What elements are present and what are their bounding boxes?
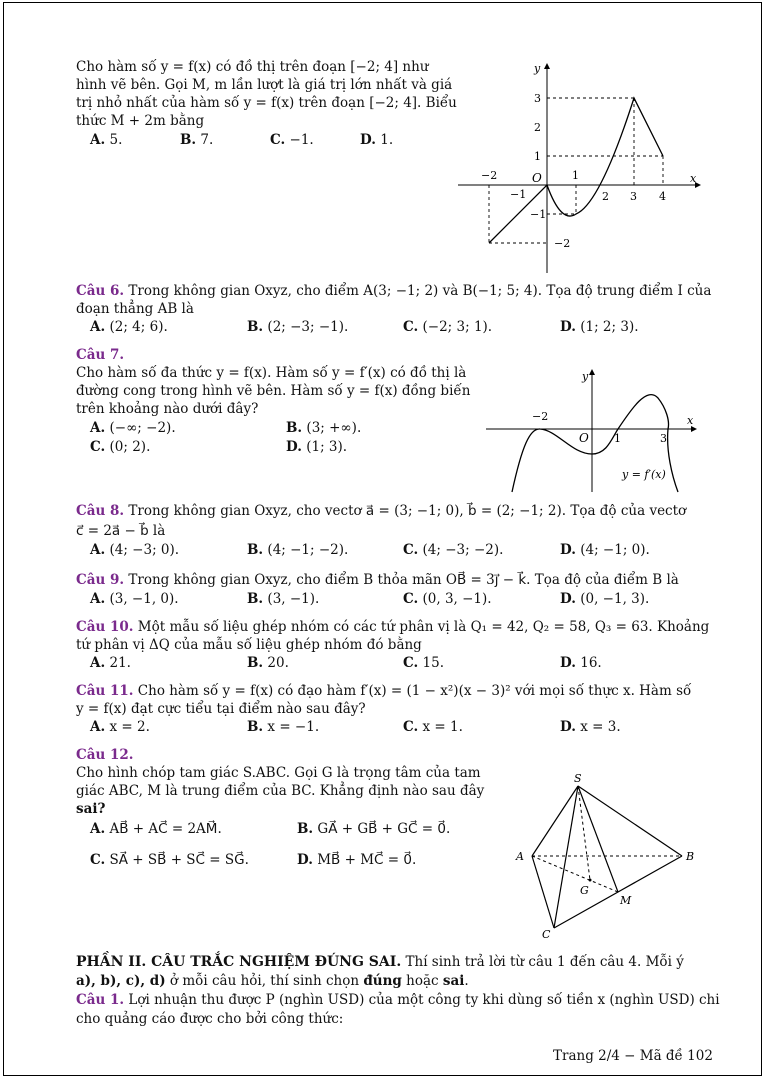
q10-option-b[interactable]: B. 20. bbox=[247, 655, 289, 671]
svg-text:x: x bbox=[687, 414, 694, 427]
q6-option-b[interactable]: B. (2; −3; −1). bbox=[247, 319, 349, 335]
svg-text:3: 3 bbox=[630, 190, 637, 203]
q10-text-2: tứ phân vị ΔQ của mẫu số liệu ghép nhóm đó bằng bbox=[76, 637, 422, 653]
svg-text:1: 1 bbox=[534, 150, 541, 163]
q10-text-1: Một mẫu số liệu ghép nhóm có các tứ phân vị là Q₁ = 42, Q₂ = 58, Q₃ = 63. Khoảng bbox=[133, 619, 710, 635]
svg-text:2: 2 bbox=[602, 190, 609, 203]
q5-line-3: trị nhỏ nhất của hàm số y = f(x) trên đoạn [−2; 4]. Biểu bbox=[76, 95, 457, 111]
q5-option-b[interactable]: B. 7. bbox=[180, 132, 214, 148]
svg-text:3: 3 bbox=[534, 92, 541, 105]
q8-text-1: Trong không gian Oxyz, cho vectơ a⃗ = (3; −1; 0), b⃗ = (2; −1; 2). Tọa độ của vectơ bbox=[124, 503, 687, 519]
q12-pyramid-figure bbox=[510, 768, 706, 942]
svg-text:O: O bbox=[532, 171, 542, 185]
svg-text:−2: −2 bbox=[554, 237, 571, 250]
q10-option-c[interactable]: C. 15. bbox=[403, 655, 444, 671]
q7-line-1: Cho hàm số đa thức y = f(x). Hàm số y = f′(x) có đồ thị là bbox=[76, 365, 467, 381]
q8-option-b[interactable]: B. (4; −1; −2). bbox=[247, 542, 349, 558]
q11-option-c[interactable]: C. x = 1. bbox=[403, 719, 463, 735]
q8-option-a[interactable]: A. (4; −3; 0). bbox=[90, 542, 180, 558]
q7-curve-label: y = f′(x) bbox=[622, 468, 666, 481]
q12-option-c[interactable]: C. SA⃗ + SB⃗ + SC⃗ = SG⃗. bbox=[90, 852, 249, 868]
q11-option-d[interactable]: D. x = 3. bbox=[560, 719, 621, 735]
q5-line-1: Cho hàm số y = f(x) có đồ thị trên đoạn [−2; 4] như bbox=[76, 59, 429, 75]
q6-option-c[interactable]: C. (−2; 3; 1). bbox=[403, 319, 493, 335]
svg-text:4: 4 bbox=[659, 190, 666, 203]
q11-text-2: y = f(x) đạt cực tiểu tại điểm nào sau đây? bbox=[76, 701, 366, 717]
q7-option-b[interactable]: B. (3; +∞). bbox=[286, 420, 362, 436]
q12-line-1: Cho hình chóp tam giác S.ABC. Gọi G là trọng tâm của tam bbox=[76, 765, 481, 781]
svg-text:y: y bbox=[534, 62, 541, 75]
svg-text:A: A bbox=[516, 850, 524, 863]
svg-text:M: M bbox=[620, 894, 632, 907]
q7-label: Câu 7. bbox=[76, 347, 125, 363]
q6-label: Câu 6. bbox=[76, 283, 125, 299]
q11-label: Câu 11. bbox=[76, 683, 134, 699]
svg-text:B: B bbox=[686, 850, 695, 863]
q6-text-2: đoạn thẳng AB là bbox=[76, 301, 194, 317]
part-2-line-2: a), b), c), d) ở mỗi câu hỏi, thí sinh chọn đúng hoặc sai. bbox=[76, 973, 469, 989]
svg-text:S: S bbox=[574, 772, 582, 785]
page-footer: Trang 2/4 − Mã đề 102 bbox=[553, 1048, 713, 1064]
q11-option-b[interactable]: B. x = −1. bbox=[247, 719, 320, 735]
q5-line-4: thức M + 2m bằng bbox=[76, 113, 205, 129]
q12-option-a[interactable]: A. AB⃗ + AC⃗ = 2AM⃗. bbox=[90, 821, 222, 837]
q7-option-a[interactable]: A. (−∞; −2). bbox=[90, 420, 176, 436]
part-2-heading: PHẦN II. CÂU TRẮC NGHIỆM ĐÚNG SAI. bbox=[76, 954, 402, 970]
svg-text:C: C bbox=[542, 928, 551, 941]
q7-line-3: trên khoảng nào dưới đây? bbox=[76, 401, 259, 417]
q5-option-c[interactable]: C. −1. bbox=[270, 132, 314, 148]
svg-text:1: 1 bbox=[614, 432, 621, 445]
q10-label: Câu 10. bbox=[76, 619, 134, 635]
q5-line-2: hình vẽ bên. Gọi M, m lần lượt là giá trị lớn nhất và giá bbox=[76, 77, 453, 93]
q10-option-d[interactable]: D. 16. bbox=[560, 655, 602, 671]
q5-option-a[interactable]: A. 5. bbox=[90, 132, 123, 148]
q5-graph bbox=[450, 58, 710, 280]
svg-text:O: O bbox=[579, 431, 589, 445]
q12-option-b[interactable]: B. GA⃗ + GB⃗ + GC⃗ = 0⃗. bbox=[297, 821, 451, 837]
q8-label: Câu 8. bbox=[76, 503, 125, 519]
q7-option-d[interactable]: D. (1; 3). bbox=[286, 439, 348, 455]
q6-text-1: Trong không gian Oxyz, cho điểm A(3; −1; 2) và B(−1; 5; 4). Tọa độ trung điểm I của bbox=[124, 283, 712, 299]
q8-option-d[interactable]: D. (4; −1; 0). bbox=[560, 542, 650, 558]
q9-option-c[interactable]: C. (0, 3, −1). bbox=[403, 591, 492, 607]
part-2-q1-label: Câu 1. bbox=[76, 992, 125, 1008]
svg-text:x: x bbox=[690, 172, 697, 185]
part-2-q1-text-2: cho quảng cáo được cho bởi công thức: bbox=[76, 1011, 344, 1027]
q9-text-1: Trong không gian Oxyz, cho điểm B thỏa mãn OB⃗ = 3j⃗ − k⃗. Tọa độ của điểm B là bbox=[124, 572, 679, 588]
q7-graph bbox=[482, 366, 702, 494]
q9-option-b[interactable]: B. (3, −1). bbox=[247, 591, 320, 607]
q6-option-a[interactable]: A. (2; 4; 6). bbox=[90, 319, 168, 335]
svg-text:1: 1 bbox=[572, 169, 579, 182]
svg-text:y: y bbox=[582, 370, 589, 383]
q10-option-a[interactable]: A. 21. bbox=[90, 655, 131, 671]
q11-option-a[interactable]: A. x = 2. bbox=[90, 719, 150, 735]
q9-option-a[interactable]: A. (3, −1, 0). bbox=[90, 591, 179, 607]
q7-line-2: đường cong trong hình vẽ bên. Hàm số y = f(x) đồng biến bbox=[76, 383, 471, 399]
svg-text:−2: −2 bbox=[481, 169, 498, 182]
q12-line-2: giác ABC, M là trung điểm của BC. Khẳng định nào sau đây bbox=[76, 783, 485, 799]
q6-option-d[interactable]: D. (1; 2; 3). bbox=[560, 319, 639, 335]
q9-option-d[interactable]: D. (0, −1, 3). bbox=[560, 591, 650, 607]
svg-text:−1: −1 bbox=[510, 188, 527, 201]
q7-option-c[interactable]: C. (0; 2). bbox=[90, 439, 151, 455]
q8-option-c[interactable]: C. (4; −3; −2). bbox=[403, 542, 504, 558]
q12-option-d[interactable]: D. MB⃗ + MC⃗ = 0⃗. bbox=[297, 852, 417, 868]
q12-label: Câu 12. bbox=[76, 747, 134, 763]
svg-text:G: G bbox=[580, 884, 589, 897]
part-2-text-1: Thí sinh trả lời từ câu 1 đến câu 4. Mỗi ý bbox=[401, 954, 684, 970]
svg-text:3: 3 bbox=[660, 432, 667, 445]
svg-text:−1: −1 bbox=[530, 208, 547, 221]
q8-text-2: c⃗ = 2a⃗ − b⃗ là bbox=[76, 523, 166, 539]
svg-text:2: 2 bbox=[534, 121, 541, 134]
q5-option-d[interactable]: D. 1. bbox=[360, 132, 394, 148]
q9-label: Câu 9. bbox=[76, 572, 125, 588]
q11-text-1: Cho hàm số y = f(x) có đạo hàm f′(x) = (1 − x²)(x − 3)² với mọi số thực x. Hàm số bbox=[133, 683, 692, 699]
part-2-q1-text-1: Lợi nhuận thu được P (nghìn USD) của một công ty khi dùng số tiền x (nghìn USD) chi bbox=[124, 992, 720, 1008]
q12-line-3: sai? bbox=[76, 801, 106, 817]
svg-text:−2: −2 bbox=[532, 410, 549, 423]
